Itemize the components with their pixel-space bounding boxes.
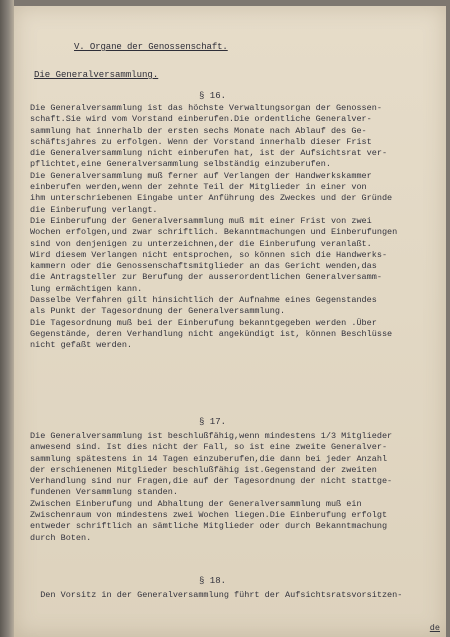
document-page (14, 6, 446, 637)
text-line: schäftsjahres zu erfolgen. Wenn der Vorstand innerhalb dieser Frist (30, 136, 372, 147)
text-line: Die Tagesordnung muß bei der Einberufung bekanntgegeben werden .Über (30, 317, 377, 328)
text-line: Die Generalversammlung muß ferner auf Verlangen der Handwerkskammer (30, 170, 372, 181)
text-line: der erschienenen Mitglieder beschlußfähig ist.Gegenstand der zweiten (30, 464, 377, 475)
text-line: als Punkt der Tagesordnung der Generalversammlung. (30, 306, 286, 317)
text-line: pflichtet,eine Generalversammlung selbständig einzuberufen. (30, 159, 331, 170)
text-line: die Einberufung verlangt. (30, 204, 158, 215)
paragraph-sign-17: § 17. (199, 417, 227, 427)
text-line: sammlung hat innerhalb der ersten sechs Monate nach Ablauf des Ge- (30, 125, 367, 136)
text-line: lung ermächtigen kann. (30, 283, 143, 294)
paragraph-sign-16: § 16. (199, 91, 227, 101)
paragraph-18-body (30, 590, 446, 601)
paragraph-sign-18: § 18. (199, 576, 227, 586)
section-heading: Die Generalversammlung. (34, 70, 159, 80)
text-line: fundenen Versammlung standen. (30, 487, 178, 498)
paragraph-17-body (30, 431, 446, 544)
text-line: ihm unterschriebenen Eingabe unter Anführung des Zweckes und der Gründe (30, 193, 393, 204)
text-line: Zwischenraum von mindestens zwei Wochen liegen.Die Einberufung erfolgt (30, 510, 388, 521)
page-shadow-edge (0, 0, 14, 637)
hyphenation-continuation: de (429, 623, 440, 633)
text-line: die Generalversammlung nicht einberufen hat, ist der Aufsichtsrat ver- (30, 148, 388, 159)
text-line: schaft.Sie wird vom Vorstand einberufen.Die ordentliche Generalver- (30, 114, 372, 125)
text-line: anwesend sind. Ist dies nicht der Fall, so ist eine zweite Generalver- (30, 442, 388, 453)
paragraph-16-body (30, 103, 446, 352)
text-line: Wochen erfolgen,und zwar schriftlich. Bekanntmachungen und Einberufungen (30, 227, 398, 238)
text-line: Dasselbe Verfahren gilt hinsichtlich der Aufnahme eines Gegenstandes (30, 295, 377, 306)
text-line: sind von denjenigen zu unterzeichnen,der die Einberufung veranlaßt. (30, 238, 372, 249)
text-line: sammlung spätestens in 14 Tagen einzuberufen,die dann bei jeder Anzahl (30, 453, 388, 464)
chapter-heading: V. Organe der Genossenschaft. (74, 42, 228, 52)
text-line: entweder schriftlich an sämtliche Mitglieder oder durch Bekanntmachung (30, 521, 388, 532)
text-line: Die Generalversammlung ist das höchste Verwaltungsorgan der Genossen- (30, 103, 382, 113)
text-line: Wird diesem Verlangen nicht entsprochen, so können sich die Handwerks- (30, 249, 388, 260)
text-line: die Antragsteller zur Berufung der ausserordentlichen Generalversamm- (30, 272, 382, 283)
text-line: einberufen werden,wenn der zehnte Teil der Mitglieder in einer von (30, 182, 367, 193)
text-line: Zwischen Einberufung und Abhaltung der Generalversammlung muß ein (30, 498, 362, 509)
text-line: Gegenstände, deren Verhandlung nicht angekündigt ist, können Beschlüsse (30, 328, 393, 339)
text-line: durch Boten. (30, 532, 92, 543)
text-line: Verhandlung sind nur Fragen,die auf der Tagesordnung der nicht stattge- (30, 476, 393, 487)
text-line: Die Generalversammlung ist beschlußfähig,wenn mindestens 1/3 Mitglieder (30, 431, 393, 441)
text-line: nicht gefaßt werden. (30, 340, 133, 351)
text-line: Den Vorsitz in der Generalversammlung führt der Aufsichtsratsvorsitzen- (30, 590, 403, 600)
text-line: kammern oder die Genossenschaftsmitglieder an das Gericht wenden,das (30, 261, 377, 272)
text-line: Die Einberufung der Generalversammlung muß mit einer Frist von zwei (30, 215, 372, 226)
